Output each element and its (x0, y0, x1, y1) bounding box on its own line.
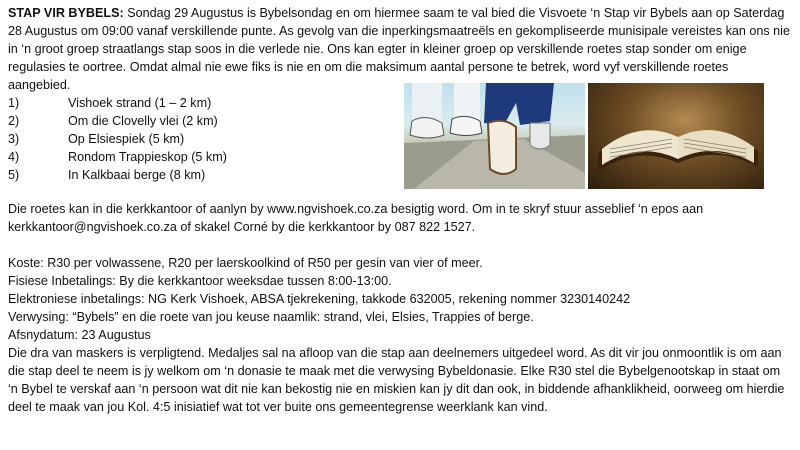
list-number: 3) (8, 132, 20, 146)
list-item (8, 166, 227, 184)
contact-paragraph: Die roetes kan in die kerkkantoor of aanlyn by www.ngvishoek.co.za besigtig word. Om in te skryf stuur asseblief ‘n epos aan kerkkantoor@ngvishoek.co.za of skakel Corné by die kerkkantoor by 087 822 1527. (8, 202, 704, 234)
closing-paragraph: Die dra van maskers is verpligtend. Medaljes sal na afloop van die stap aan deelnemers uitgedeel word. As dit vir jou onmoontlik is om aan die stap deel te neem is jy welkom om ‘n donasie te maak met die verwysing Bybeldonasie. Elke R30 stel die Bybelgenootskap in staat om ‘n Bybel te verskaf aan ‘n persoon wat dit nie kan bekostig nie en miskien kan jy dit dan ook, in biddende afhanklikheid, oorweeg om hierdie deel te maak van jou Kol. 4:5 inisiatief wat tot ver buite ons gemeentegrense weerklank kan vind. (8, 346, 785, 414)
cost-line: Koste: R30 per volwassene, R20 per laerskoolkind of R50 per gesin van vier of meer. (8, 256, 483, 270)
payment-details (8, 254, 792, 344)
route-label: In Kalkbaai berge (8 km) (68, 168, 206, 182)
physical-payment-line: Fisiese Inbetalings: By die kerkkantoor weeksdae tussen 8:00-13:00. (8, 274, 392, 288)
reference-line: Verwysing: “Bybels” en die roete van jou keuse naamlik: strand, vlei, Elsies, Trappies of berge. (8, 310, 534, 324)
announcement-title: STAP VIR BYBELS: (8, 6, 124, 20)
route-label: Rondom Trappieskop (5 km) (68, 150, 227, 164)
route-label: Om die Clovelly vlei (2 km) (68, 114, 218, 128)
walking-feet-illustration (404, 83, 585, 189)
list-number: 2) (8, 114, 20, 128)
route-label: Op Elsiespiek (5 km) (68, 132, 185, 146)
route-list (8, 94, 227, 184)
list-item (8, 148, 227, 166)
list-number: 5) (8, 168, 20, 182)
deadline-line: Afsnydatum: 23 Augustus (8, 328, 151, 342)
list-number: 1) (8, 96, 20, 110)
intro-text: Sondag 29 Augustus is Bybelsondag en om hiermee saam te val bied die Visvoete ‘n Stap vir Bybels aan op Saterdag 28 Augustus om 09:00 vanaf verskillende punte. As gevolg van die inperkingsmaatreëls en gekompliseerde munisipale vereistes kan ons nie in ‘n groot groep straatlangs stap soos in die verlede nie. Ons kan egter in kleiner groep op verskillende roetes stap sonder om enige regulasies te oortree. Omdat almal nie ewe fiks is nie en om die maksimum aantal persone te betrek, word vyf verskillende roetes aangebied. (8, 6, 790, 92)
list-item (8, 112, 227, 130)
list-number: 4) (8, 150, 20, 164)
open-bible-photo (588, 83, 764, 189)
intro-paragraph (8, 4, 792, 94)
open-book-illustration (588, 83, 764, 189)
list-item (8, 94, 227, 112)
route-label: Vishoek strand (1 – 2 km) (68, 96, 212, 110)
list-item (8, 130, 227, 148)
electronic-payment-line: Elektroniese inbetalings: NG Kerk Vishoek, ABSA tjekrekening, takkode 632005, rekening nommer 3230140242 (8, 292, 631, 306)
walkers-photo (404, 83, 585, 189)
